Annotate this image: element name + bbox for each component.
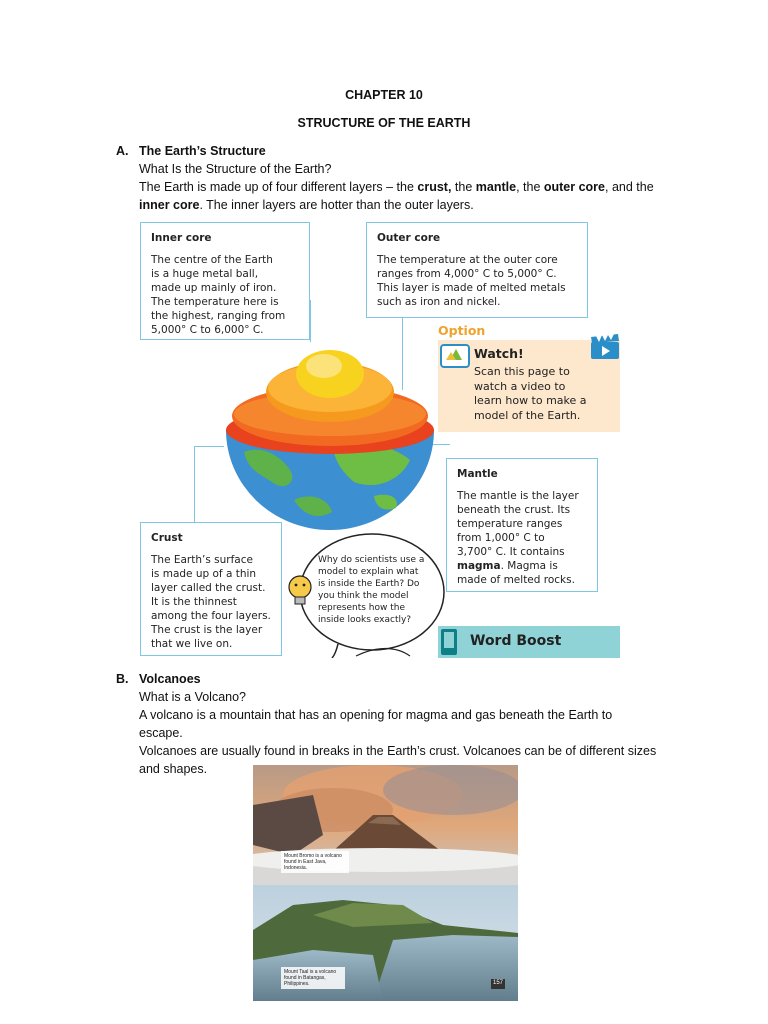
bubble-line: model to explain what (318, 567, 419, 577)
connector-line (194, 446, 195, 522)
callout-line: beneath the crust. Its (457, 504, 571, 516)
volcano-photo (253, 765, 518, 1001)
watch-text (474, 365, 587, 423)
earth-model-illustration (224, 332, 436, 532)
term-crust: crust, (417, 180, 452, 194)
callout-line: The temperature here is (151, 296, 279, 308)
callout-line: such as iron and nickel. (377, 296, 501, 308)
callout-line: 3,700° C. It contains (457, 546, 565, 558)
bubble-line: Why do scientists use a (318, 555, 425, 565)
video-clapper-icon (590, 334, 620, 360)
callout-line: from 1,000° C to (457, 532, 545, 544)
bubble-line: represents how the (318, 603, 406, 613)
callout-title: Crust (151, 532, 183, 544)
section-a-paragraph (139, 178, 699, 214)
lightbulb-icon (286, 574, 314, 608)
book-icon (440, 628, 458, 656)
watch-line: Scan this page to (474, 365, 570, 378)
callout-line: The mantle is the layer (457, 490, 579, 502)
earth-structure-figure (140, 222, 622, 658)
callout-line: This layer is made of melted metals (377, 282, 566, 294)
callout-line: The crust is the layer (151, 624, 263, 636)
mantle-callout (446, 458, 598, 592)
bubble-line: you think the model (318, 591, 409, 601)
term-magma: magma (457, 560, 501, 572)
outer-core-callout (366, 222, 588, 318)
text-span: . Magma is (500, 560, 558, 572)
section-a-question: What Is the Structure of the Earth? (139, 162, 332, 176)
callout-line: among the four layers. (151, 610, 271, 622)
callout-line: is a huge metal ball, (151, 268, 259, 280)
callout-line: that we live on. (151, 638, 233, 650)
term-mantle: mantle (475, 180, 517, 194)
chapter-number: CHAPTER 10 (345, 88, 423, 102)
callout-line: It is the thinnest (151, 596, 237, 608)
callout-title: Outer core (377, 232, 441, 244)
paragraph-line: Volcanoes are usually found in breaks in the Earth’s crust. Volcanoes can be of different sizes (139, 744, 657, 758)
text-span: the (451, 180, 476, 194)
crust-callout (140, 522, 282, 656)
watch-line: model of the Earth. (474, 408, 581, 422)
word-boost-banner (438, 626, 620, 658)
photo-caption-taal: Mount Taal is a volcano found in Batangas, Philippines. (281, 967, 345, 989)
phone-scan-icon (440, 344, 470, 368)
text-span: . The inner layers are hotter than the outer layers. (199, 198, 474, 212)
watch-line: learn how to make a (474, 394, 587, 407)
text-span: , the (516, 180, 544, 194)
photo-page-number: 157 (492, 980, 503, 986)
callout-line: ranges from 4,000° C to 5,000° C. (377, 268, 557, 280)
callout-line: is made up of a thin (151, 568, 257, 580)
scan-triangle-icon (442, 346, 464, 362)
text-span: The Earth is made up of four different layers – the (139, 180, 418, 194)
section-b-marker: B. (116, 672, 129, 686)
inner-core-callout (140, 222, 310, 340)
volcano-photo-illustration (253, 765, 518, 1001)
callout-line: 5,000° C to 6,000° C. (151, 324, 264, 336)
callout-line: layer called the crust. (151, 582, 266, 594)
section-b-question: What is a Volcano? (139, 690, 247, 704)
paragraph-line: escape. (139, 726, 183, 740)
callout-line: The Earth’s surface (151, 554, 253, 566)
photo-caption-bromo: Mount Bromo is a volcano found in East Java, Indonesia. (281, 851, 349, 873)
watch-heading: Watch! (474, 346, 524, 361)
bubble-line: inside looks exactly? (318, 615, 412, 625)
term-inner-core: inner core (139, 198, 200, 212)
chapter-title: STRUCTURE OF THE EARTH (297, 116, 471, 130)
callout-line: made up mainly of iron. (151, 282, 277, 294)
paragraph-line: and shapes. (139, 762, 208, 776)
callout-line: the highest, ranging from (151, 310, 286, 322)
bubble-line: is inside the Earth? Do (318, 579, 420, 589)
callout-line: The centre of the Earth (151, 254, 273, 266)
option-label: Option (438, 323, 486, 338)
word-boost-label: Word Boost (470, 633, 562, 649)
section-a-heading: The Earth’s Structure (139, 144, 266, 158)
callout-line: temperature ranges (457, 518, 563, 530)
speech-bubble-text (318, 554, 444, 626)
watch-line: watch a video to (474, 379, 566, 393)
section-b-heading: Volcanoes (139, 672, 201, 686)
callout-title: Mantle (457, 468, 498, 480)
callout-line (457, 559, 587, 573)
term-outer-core: outer core (543, 180, 606, 194)
callout-line: made of melted rocks. (457, 574, 575, 586)
text-span: , and the (605, 180, 654, 194)
callout-line: The temperature at the outer core (377, 254, 558, 266)
callout-title: Inner core (151, 232, 212, 244)
paragraph-line: A volcano is a mountain that has an opening for magma and gas beneath the Earth to (139, 708, 613, 722)
connector-line (194, 446, 224, 447)
section-a-marker: A. (116, 144, 129, 158)
